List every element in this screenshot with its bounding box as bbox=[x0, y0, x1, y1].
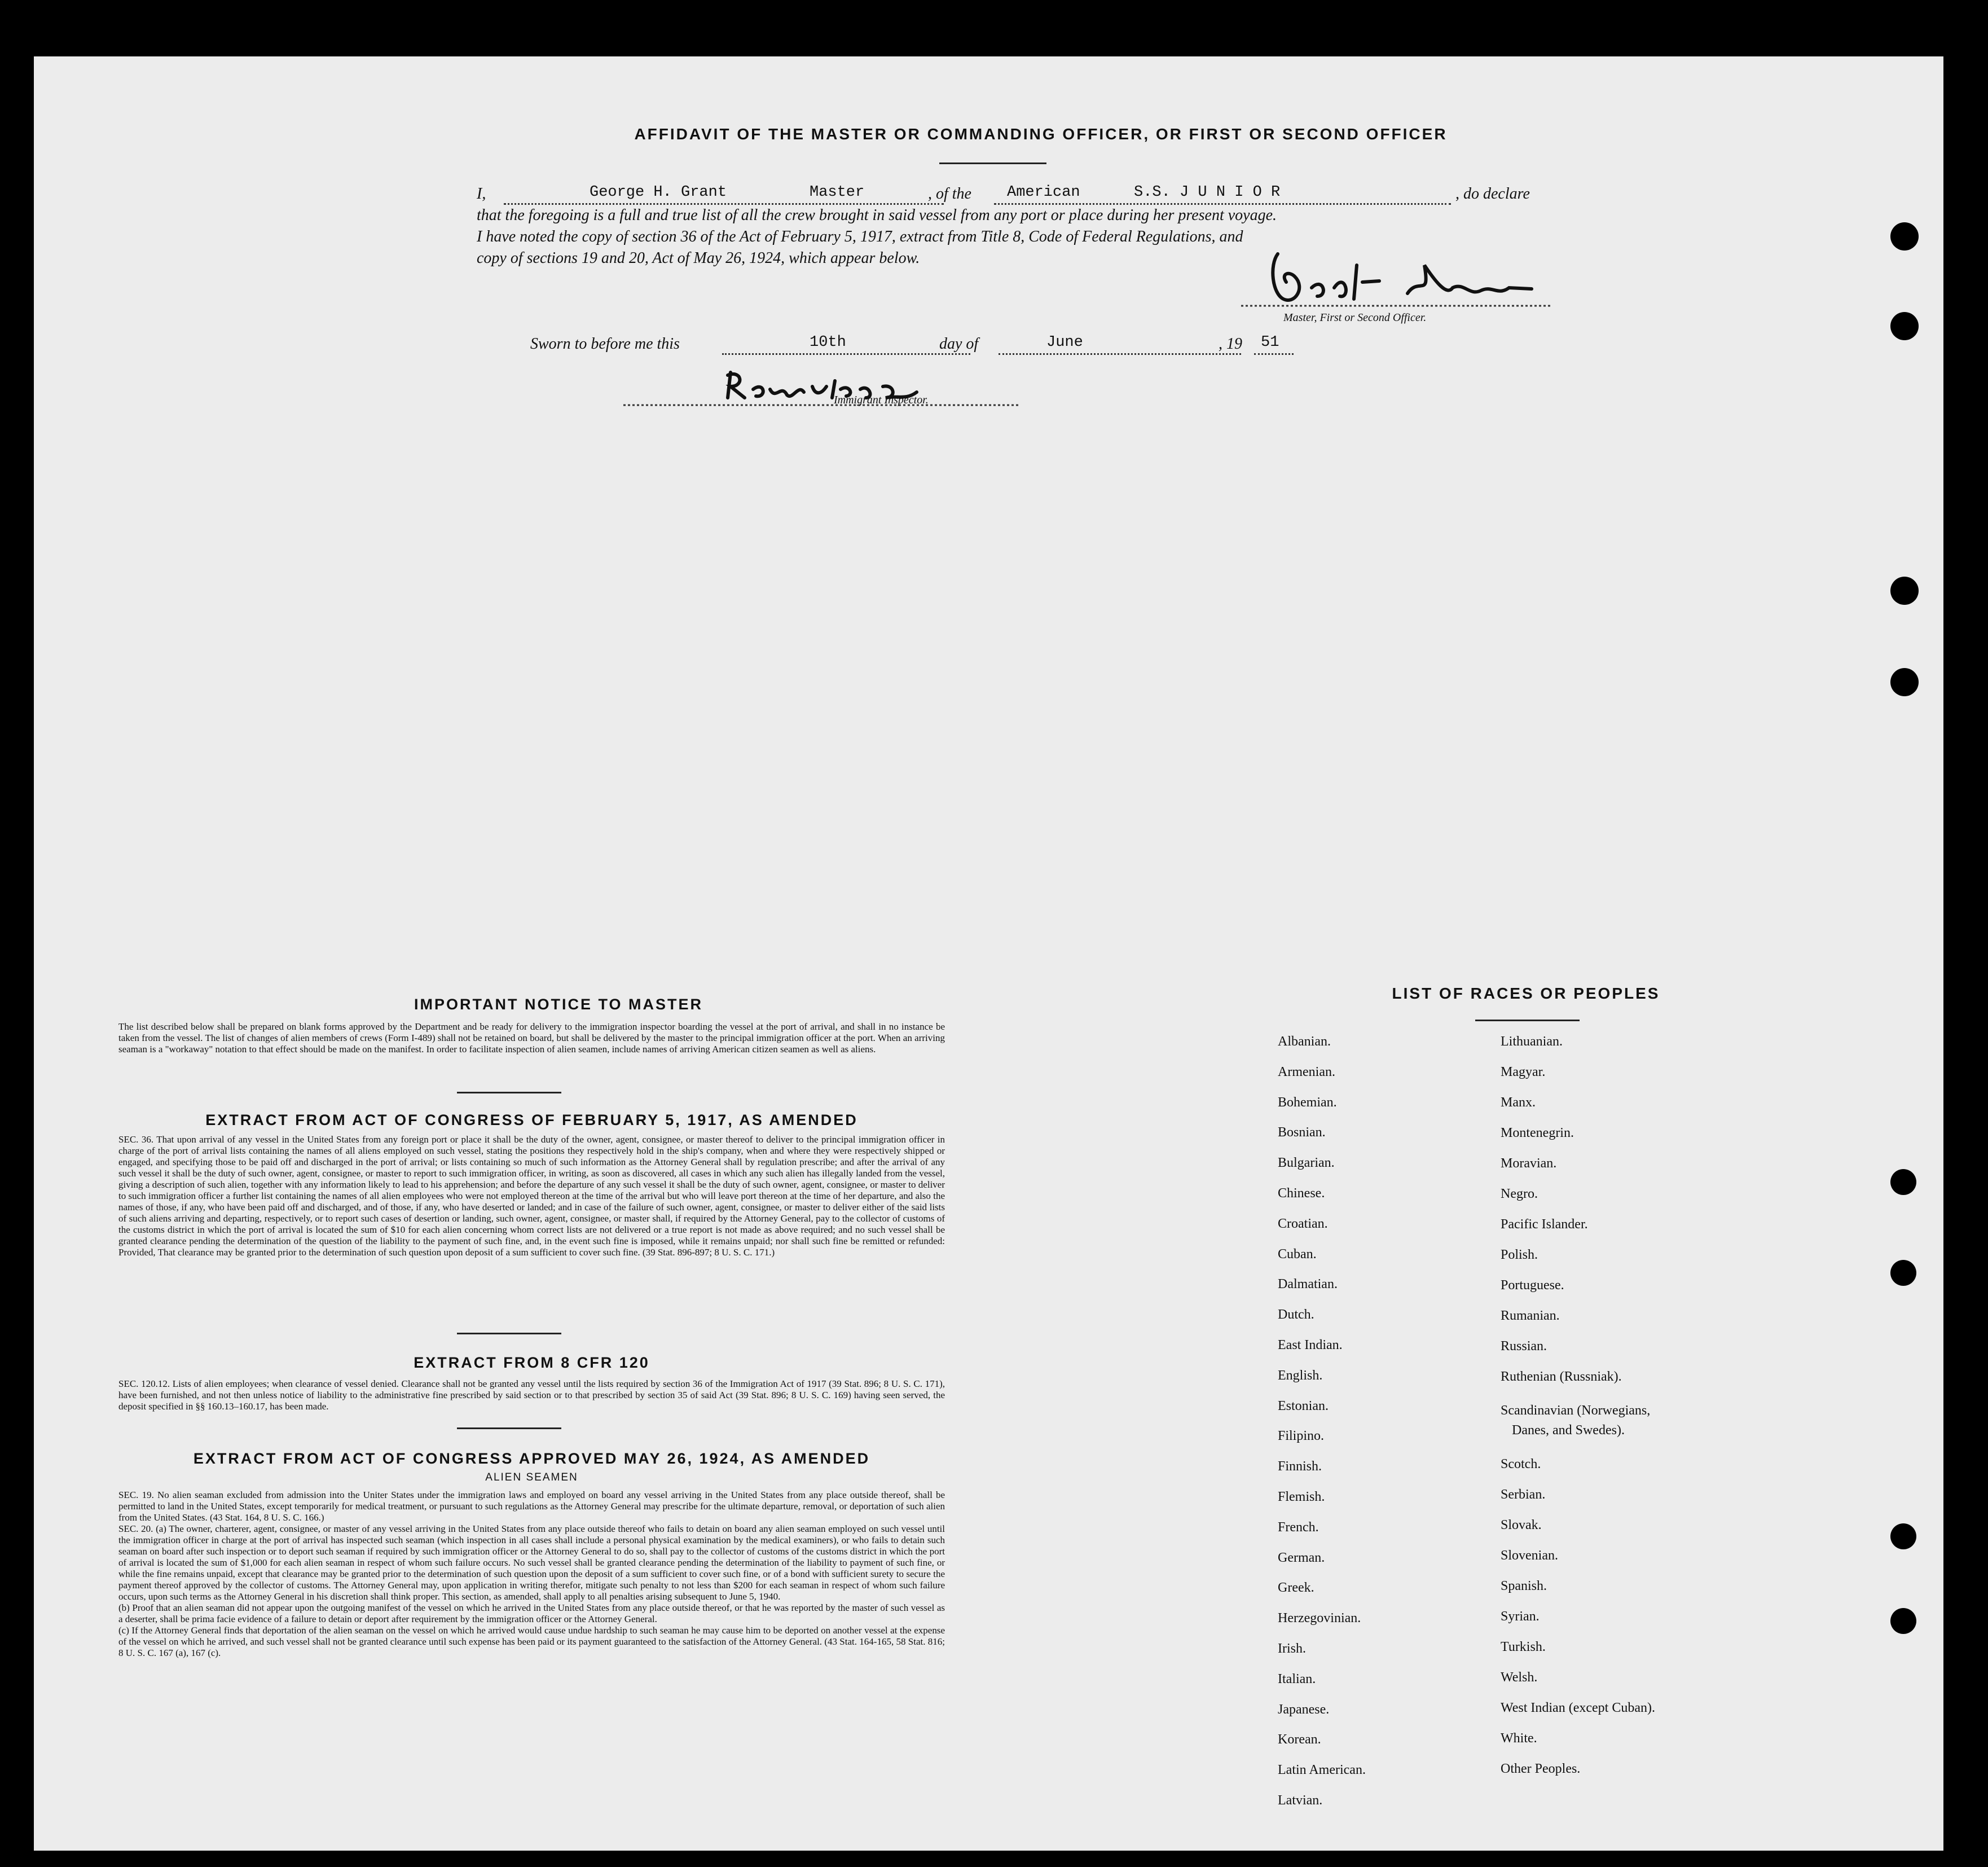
race-list-item: Croatian. bbox=[1278, 1216, 1328, 1231]
race-list-item: Cuban. bbox=[1278, 1246, 1317, 1262]
race-list-item: Slovenian. bbox=[1501, 1548, 1558, 1563]
master-rank: Master bbox=[810, 184, 865, 201]
punch-hole bbox=[1890, 222, 1919, 251]
race-list-item: Bosnian. bbox=[1278, 1125, 1326, 1140]
affidavit-line-2: that the foregoing is a full and true list of all the crew brought in said vessel from any port or place during her present voyage. bbox=[477, 207, 1277, 224]
sworn-day: 10th bbox=[810, 334, 846, 351]
race-list-item: Montenegrin. bbox=[1501, 1126, 1574, 1140]
race-list-item: Russian. bbox=[1501, 1339, 1547, 1354]
races-title-underline bbox=[1475, 1020, 1580, 1021]
extract-1917-title: EXTRACT FROM ACT OF CONGRESS OF FEBRUARY 5, 1917, AS AMENDED bbox=[205, 1112, 858, 1128]
vessel-nationality: American bbox=[1007, 184, 1080, 201]
punch-hole bbox=[1890, 1169, 1916, 1195]
race-list-item: Greek. bbox=[1278, 1580, 1314, 1596]
race-list-item: Dalmatian. bbox=[1278, 1277, 1338, 1292]
race-list-item: Pacific Islander. bbox=[1501, 1217, 1588, 1232]
i-label: I, bbox=[477, 185, 486, 203]
race-list-item: Bohemian. bbox=[1278, 1095, 1337, 1110]
race-list-item: Estonian. bbox=[1278, 1398, 1329, 1413]
race-list-item: White. bbox=[1501, 1731, 1537, 1746]
sec-20a-paragraph: SEC. 20. (a) The owner, charterer, agent, consignee, or master of any vessel arriving in the United States from any place outside thereof who fails to detain on board any alien seaman employed on such vessel until the immigration officer in charge at the port of arrival has inspected such seaman (which inspection in all cases shall include a personal physical examination by the medical examiners), or who fails to detain such seaman on board after such inspection or to deport such seaman if required by such immigration officer or the Attorney General to do so, shall pay to the collector of customs of the customs district in which the port of arrival is located the sum of $1,000 for each alien seaman in respect of whom such failure occurs. No such vessel shall be granted clearance pending the determination of the liability to payment of such fine, or while the fine remains unpaid, except that clearance may be granted prior to the determination of such question upon the deposit of a sum sufficient to cover such fine, or of a bond with sufficient surety to secure the payment thereof approved by the collector of customs. The Attorney General may, upon application in writing therefor, mitigate such penalty to not less than $200 for each seaman in respect of whom such failure occurs, upon such terms as the Attorney General in his discretion shall think proper. This section, as amended, shall apply to all penalties arising subsequent to June 5, 1940. bbox=[118, 1523, 945, 1602]
race-list-item: Negro. bbox=[1501, 1187, 1538, 1201]
document-sheet bbox=[34, 56, 1943, 1851]
month-field-line bbox=[999, 335, 1241, 355]
race-list-item: Lithuanian. bbox=[1501, 1034, 1563, 1049]
race-list-item: Filipino. bbox=[1278, 1429, 1325, 1444]
race-list-item: Danes, and Swedes). bbox=[1512, 1423, 1625, 1438]
race-list-item: Japanese. bbox=[1278, 1702, 1330, 1717]
race-list-item: Other Peoples. bbox=[1501, 1761, 1581, 1776]
day-field-line bbox=[722, 335, 970, 355]
punch-hole bbox=[1890, 577, 1919, 605]
race-list-item: Welsh. bbox=[1501, 1670, 1538, 1685]
races-title: LIST OF RACES OR PEOPLES bbox=[1392, 985, 1660, 1002]
sworn-year: 51 bbox=[1261, 334, 1279, 351]
sworn-label: Sworn to before me this bbox=[530, 335, 680, 353]
sworn-month: June bbox=[1046, 334, 1083, 351]
race-list-item: Korean. bbox=[1278, 1732, 1321, 1747]
race-list-item: Albanian. bbox=[1278, 1034, 1331, 1049]
race-list-item: Spanish. bbox=[1501, 1579, 1547, 1593]
race-list-item: Moravian. bbox=[1501, 1156, 1557, 1171]
race-list-item: Slovak. bbox=[1501, 1518, 1542, 1532]
master-name: George H. Grant bbox=[590, 184, 727, 201]
signer-caption: Master, First or Second Officer. bbox=[1283, 311, 1427, 324]
race-list-item: West Indian (except Cuban). bbox=[1501, 1701, 1655, 1715]
race-list-item: East Indian. bbox=[1278, 1338, 1343, 1352]
sec-19-paragraph: SEC. 19. No alien seaman excluded from admission into the Uniter States under the immigration laws and employed on board any vessel arriving in the United States from any place outside thereof, shall be permitted to land in the United States, except temporarily for medical treatment, or pursuant to such regulations as the Attorney General may prescribe for the ultimate departure, removal, or deportation of such alien from the United States. (43 Stat. 164, 8 U. S. C. 166.) bbox=[118, 1490, 945, 1523]
race-list-item: Latvian. bbox=[1278, 1793, 1323, 1808]
race-list-item: Magyar. bbox=[1501, 1065, 1546, 1079]
master-signature bbox=[1238, 243, 1554, 310]
race-list-item: Turkish. bbox=[1501, 1640, 1546, 1654]
race-list-item: Herzegovinian. bbox=[1278, 1611, 1361, 1626]
extract-cfr-title: EXTRACT FROM 8 CFR 120 bbox=[414, 1354, 650, 1371]
notice-divider bbox=[457, 1092, 561, 1093]
punch-hole bbox=[1890, 1523, 1916, 1549]
race-list-item: Serbian. bbox=[1501, 1487, 1546, 1502]
race-list-item: Dutch. bbox=[1278, 1307, 1314, 1323]
extract-cfr-text: SEC. 120.12. Lists of alien employees; when clearance of vessel denied. Clearance shall not be granted any vessel until the lists required by section 36 of the Immigration Act of 1917 (39 Stat. 896; 8 U. S. C. 171), have been furnished, and not then unless notice of liability to the administrative fine prescribed by said section or to that prescribed by section 35 of said Act (39 Stat. 896; 8 U. S. C. 169) having seen served, the deposit specified in §§ 160.13–160.17, has been made. bbox=[118, 1378, 945, 1412]
race-list-item: Irish. bbox=[1278, 1641, 1306, 1656]
punch-hole bbox=[1890, 312, 1919, 340]
title-underline bbox=[939, 162, 1046, 164]
affidavit-line-4: copy of sections 19 and 20, Act of May 26, 1924, which appear below. bbox=[477, 249, 920, 267]
extract-1924-title: EXTRACT FROM ACT OF CONGRESS APPROVED MAY 26, 1924, AS AMENDED bbox=[193, 1450, 870, 1467]
punch-hole bbox=[1890, 1608, 1916, 1634]
inspector-caption: Immigrant Inspector. bbox=[834, 394, 929, 406]
affidavit-title: AFFIDAVIT OF THE MASTER OR COMMANDING OFFICER, OR FIRST OR SECOND OFFICER bbox=[634, 125, 1448, 143]
race-list-item: Latin American. bbox=[1278, 1763, 1366, 1778]
extract-1917-divider bbox=[457, 1333, 561, 1334]
vessel-name: S.S. J U N I O R bbox=[1134, 184, 1281, 201]
extract-1924-subtitle: ALIEN SEAMEN bbox=[485, 1471, 578, 1483]
race-list-item: Armenian. bbox=[1278, 1064, 1335, 1079]
race-list-item: German. bbox=[1278, 1550, 1325, 1565]
race-list-item: Chinese. bbox=[1278, 1186, 1325, 1201]
sec-20c-paragraph: (c) If the Attorney General finds that deportation of the alien seaman on the vessel on which he arrived would cause undue hardship to such seaman he may cause him to be deported on another vessel at the expense of the vessel on which he arrived, and such vessel shall not be granted clearance until such expense has been paid or its payment guaranteed to the satisfaction of the Attorney General. (43 Stat. 164-165, 58 Stat. 816; 8 U. S. C. 167 (a), 167 (c). bbox=[118, 1625, 945, 1658]
race-list-item: Finnish. bbox=[1278, 1459, 1322, 1474]
of-the-label: , of the bbox=[928, 185, 971, 203]
do-declare-label: , do declare bbox=[1455, 185, 1530, 203]
race-list-item: Bulgarian. bbox=[1278, 1156, 1335, 1171]
race-list-item: Scandinavian (Norwegians, bbox=[1501, 1403, 1651, 1418]
notice-title: IMPORTANT NOTICE TO MASTER bbox=[414, 996, 703, 1013]
extract-1917-text: SEC. 36. That upon arrival of any vessel in the United States from any foreign port or place it shall be the duty of the owner, agent, consignee, or master thereof to deliver to the principal immigration officer in charge of the port of arrival lists containing the names of all aliens employed on such vessel, stating the positions they respectively hold in the ship's company, when and where they were respectively shipped or engaged, and specifying those to be paid off and discharged in the port of arrival; or lists containing so much of such information as the Attorney General shall by regulation prescribe; and after the arrival of any such vessel it shall be the duty of such owner, agent, consignee, or master to report to such immigration officer, in writing, as soon as discovered, all cases in which any such alien has illegally landed from the vessel, giving a description of such alien, together with any information likely to lead to his apprehension; and before the departure of any such vessel it shall be the duty of such owner, agent, consignee, or master to deliver to such immigration officer a further list containing the names of all alien employees who were not employed thereon at the time of the arrival but who will leave port thereon at the time of her departure, and also the names of those, if any, who have been paid off and discharged, and of those, if any, who have deserted or landed; and in case of the failure of such owner, agent, consignee, or master to deliver either of the said lists of such aliens arriving and departing, respectively, or to report such cases of desertion or landing, such owner, agent, consignee, or master shall, if required by the Attorney General, pay to the collector of customs of the customs district in which the port of arrival is located the sum of $10 for each alien concerning whom correct lists are not delivered or a true report is not made as above required; and no such vessel shall be granted clearance pending the determination of the question of the liability to the payment of such fine, and, in the event such fine is imposed, while it remains unpaid; nor shall such fine be remitted or refunded: Provided, That clearance may be granted prior to the determination of such question upon deposit of a sum sufficient to cover such fine. (39 Stat. 896-897; 8 U. S. C. 171.) bbox=[118, 1134, 945, 1258]
race-list-item: Scotch. bbox=[1501, 1457, 1541, 1471]
race-list-item: English. bbox=[1278, 1368, 1323, 1383]
extract-cfr-divider bbox=[457, 1427, 561, 1429]
punch-hole bbox=[1890, 1260, 1916, 1286]
race-list-item: Manx. bbox=[1501, 1095, 1536, 1110]
affidavit-line-3: I have noted the copy of section 36 of the Act of February 5, 1917, extract from Title 8, Code of Federal Regulations, and bbox=[477, 228, 1243, 245]
day-of-label: day of bbox=[939, 335, 979, 353]
race-list-item: Flemish. bbox=[1278, 1490, 1325, 1504]
race-list-item: Italian. bbox=[1278, 1671, 1316, 1686]
extract-1924-body bbox=[118, 1490, 945, 1659]
race-list-item: Syrian. bbox=[1501, 1609, 1540, 1624]
race-list-item: French. bbox=[1278, 1519, 1319, 1535]
inspector-signature bbox=[612, 355, 1030, 412]
year-prefix: , 19 bbox=[1219, 335, 1242, 353]
sec-20b-paragraph: (b) Proof that an alien seaman did not appear upon the outgoing manifest of the vessel on which he arrived in the United States from any place outside thereof, or that he was reported by the master of such vessel as a deserter, shall be prima facie evidence of a failure to detain or deport after requirement by the immigration officer or the Attorney General. bbox=[118, 1602, 945, 1624]
notice-text: The list described below shall be prepared on blank forms approved by the Department and be ready for delivery to the immigration inspector boarding the vessel at the port of arrival, and shall in no instance be taken from the vessel. The list of changes of alien members of crews (Form I-489) shall not be retained on board, but shall be delivered by the master to the principal immigration officer at the port. When an arriving seaman is a "workaway" notation to that effect should be made on the manifest. In order to facilitate inspection of alien seamen, include names of arriving American citizen seamen as well as aliens. bbox=[118, 1021, 945, 1055]
race-list-item: Polish. bbox=[1501, 1247, 1538, 1262]
race-list-item: Ruthenian (Russniak). bbox=[1501, 1369, 1622, 1384]
race-list-item: Rumanian. bbox=[1501, 1308, 1560, 1323]
race-list-item: Portuguese. bbox=[1501, 1278, 1564, 1293]
punch-hole bbox=[1890, 668, 1919, 696]
